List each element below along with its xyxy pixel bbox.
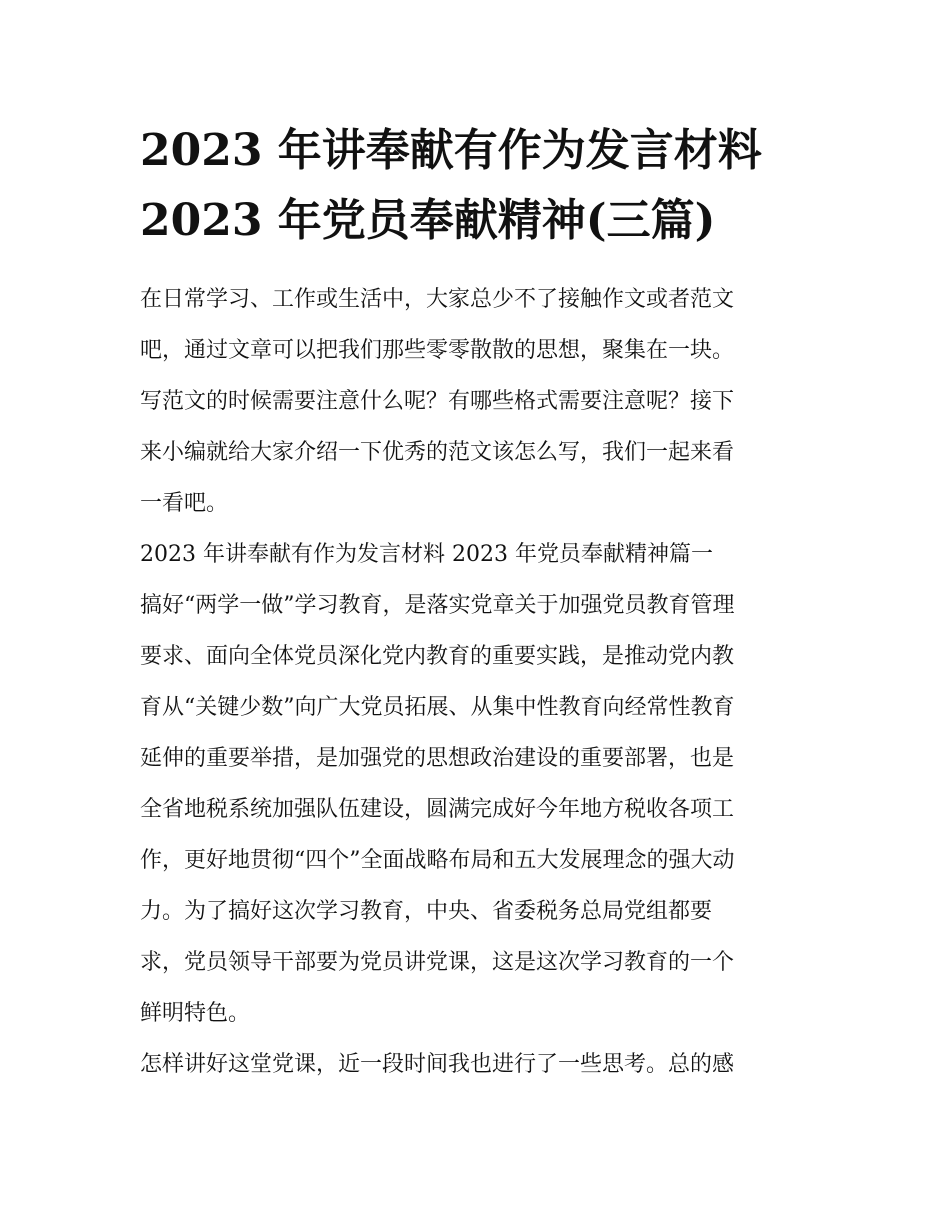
document-content [140, 116, 830, 1090]
text-line: 一看吧。 [140, 491, 229, 516]
text-line: 怎样讲好这堂党课，近一段时间我也进行了一些思考。总的感 [140, 1052, 735, 1077]
body-paragraph [140, 1039, 830, 1090]
body-paragraph [140, 580, 830, 1039]
text-line: 延伸的重要举措，是加强党的思想政治建设的重要部署，也是 [140, 746, 735, 771]
text-line: 作，更好地贯彻“四个”全面战略布局和五大发展理念的强大动 [140, 848, 735, 873]
text-line: 要求、面向全体党员深化党内教育的重要实践，是推动党内教 [140, 644, 735, 669]
text-line: 写范文的时候需要注意什么呢？有哪些格式需要注意呢？接下 [140, 389, 735, 414]
text-line: 搞好“两学一做”学习教育，是落实党章关于加强党员教育管理 [140, 593, 735, 618]
document-body [140, 274, 830, 1090]
title-line-1: 2023 年讲奉献有作为发言材料 [140, 125, 762, 176]
section-heading-paragraph [140, 529, 830, 580]
text-line: 全省地税系统加强队伍建设，圆满完成好今年地方税收各项工 [140, 797, 735, 822]
text-line: 吧，通过文章可以把我们那些零零散散的思想，聚集在一块。 [140, 338, 735, 363]
intro-paragraph [140, 274, 830, 529]
text-line: 来小编就给大家介绍一下优秀的范文该怎么写，我们一起来看 [140, 440, 735, 465]
title-line-2: 2023 年党员奉献精神(三篇) [140, 195, 716, 246]
text-line: 在日常学习、工作或生活中，大家总少不了接触作文或者范文 [140, 287, 735, 312]
text-line: 求，党员领导干部要为党员讲党课，这是这次学习教育的一个 [140, 950, 735, 975]
document-title [140, 116, 830, 256]
text-line: 2023 年讲奉献有作为发言材料 2023 年党员奉献精神篇一 [140, 542, 713, 567]
text-line: 力。为了搞好这次学习教育，中央、省委税务总局党组都要 [140, 899, 713, 924]
text-line: 育从“关键少数”向广大党员拓展、从集中性教育向经常性教育 [140, 695, 735, 720]
text-line: 鲜明特色。 [140, 1001, 251, 1026]
